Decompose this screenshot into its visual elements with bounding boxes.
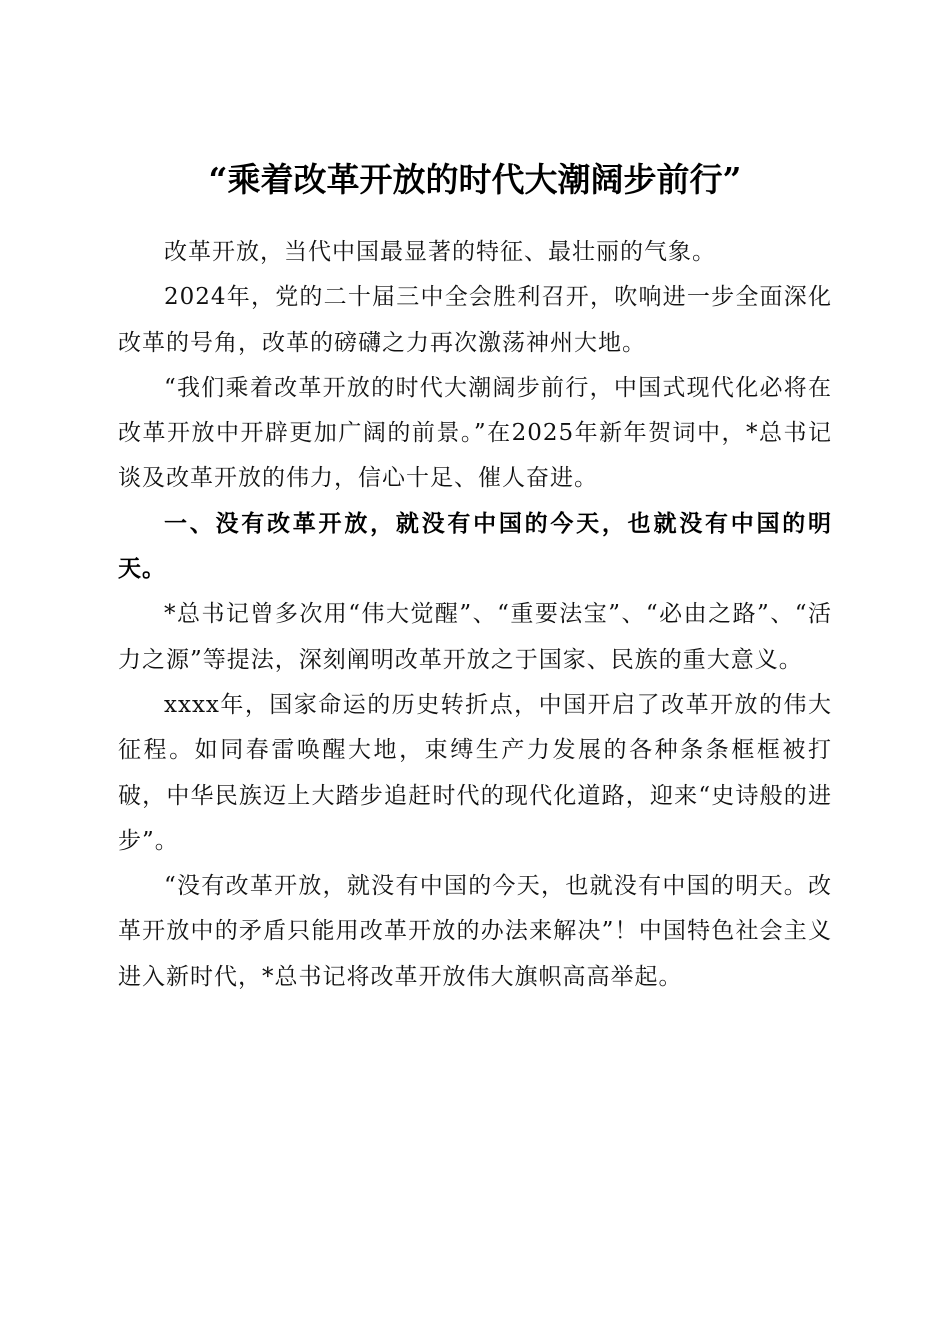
document-title: “乘着改革开放的时代大潮阔步前行” <box>208 160 742 200</box>
paragraph-new-year-quote: “我们乘着改革开放的时代大潮阔步前行，中国式现代化必将在改革开放中开辟更加广阔的前景。”在2025年新年贺词中，*总书记谈及改革开放的伟力，信心十足、催人奋进。 <box>118 374 832 492</box>
document-body <box>118 230 832 1000</box>
section-heading-1: 一、没有改革开放，就没有中国的今天，也就没有中国的明天。 <box>118 510 832 583</box>
paragraph-plenum: 2024年，党的二十届三中全会胜利召开，吹响进一步全面深化改革的号角，改革的磅礴之力再次激荡神州大地。 <box>118 284 832 356</box>
paragraph-intro: 改革开放，当代中国最显著的特征、最壮丽的气象。 <box>164 239 716 265</box>
paragraph-significance: *总书记曾多次用“伟大觉醒”、“重要法宝”、“必由之路”、“活力之源”等提法，深刻阐明改革开放之于国家、民族的重大意义。 <box>118 601 832 673</box>
paragraph-new-era: “没有改革开放，就没有中国的今天，也就没有中国的明天。改革开放中的矛盾只能用改革开放的办法来解决”！中国特色社会主义进入新时代，*总书记将改革开放伟大旗帜高高举起。 <box>118 873 832 990</box>
paragraph-history: xxxx年，国家命运的历史转折点，中国开启了改革开放的伟大征程。如同春雷唤醒大地，束缚生产力发展的各种条条框框被打破，中华民族迈上大踏步追赶时代的现代化道路，迎来“史诗般的进步”。 <box>118 691 832 854</box>
